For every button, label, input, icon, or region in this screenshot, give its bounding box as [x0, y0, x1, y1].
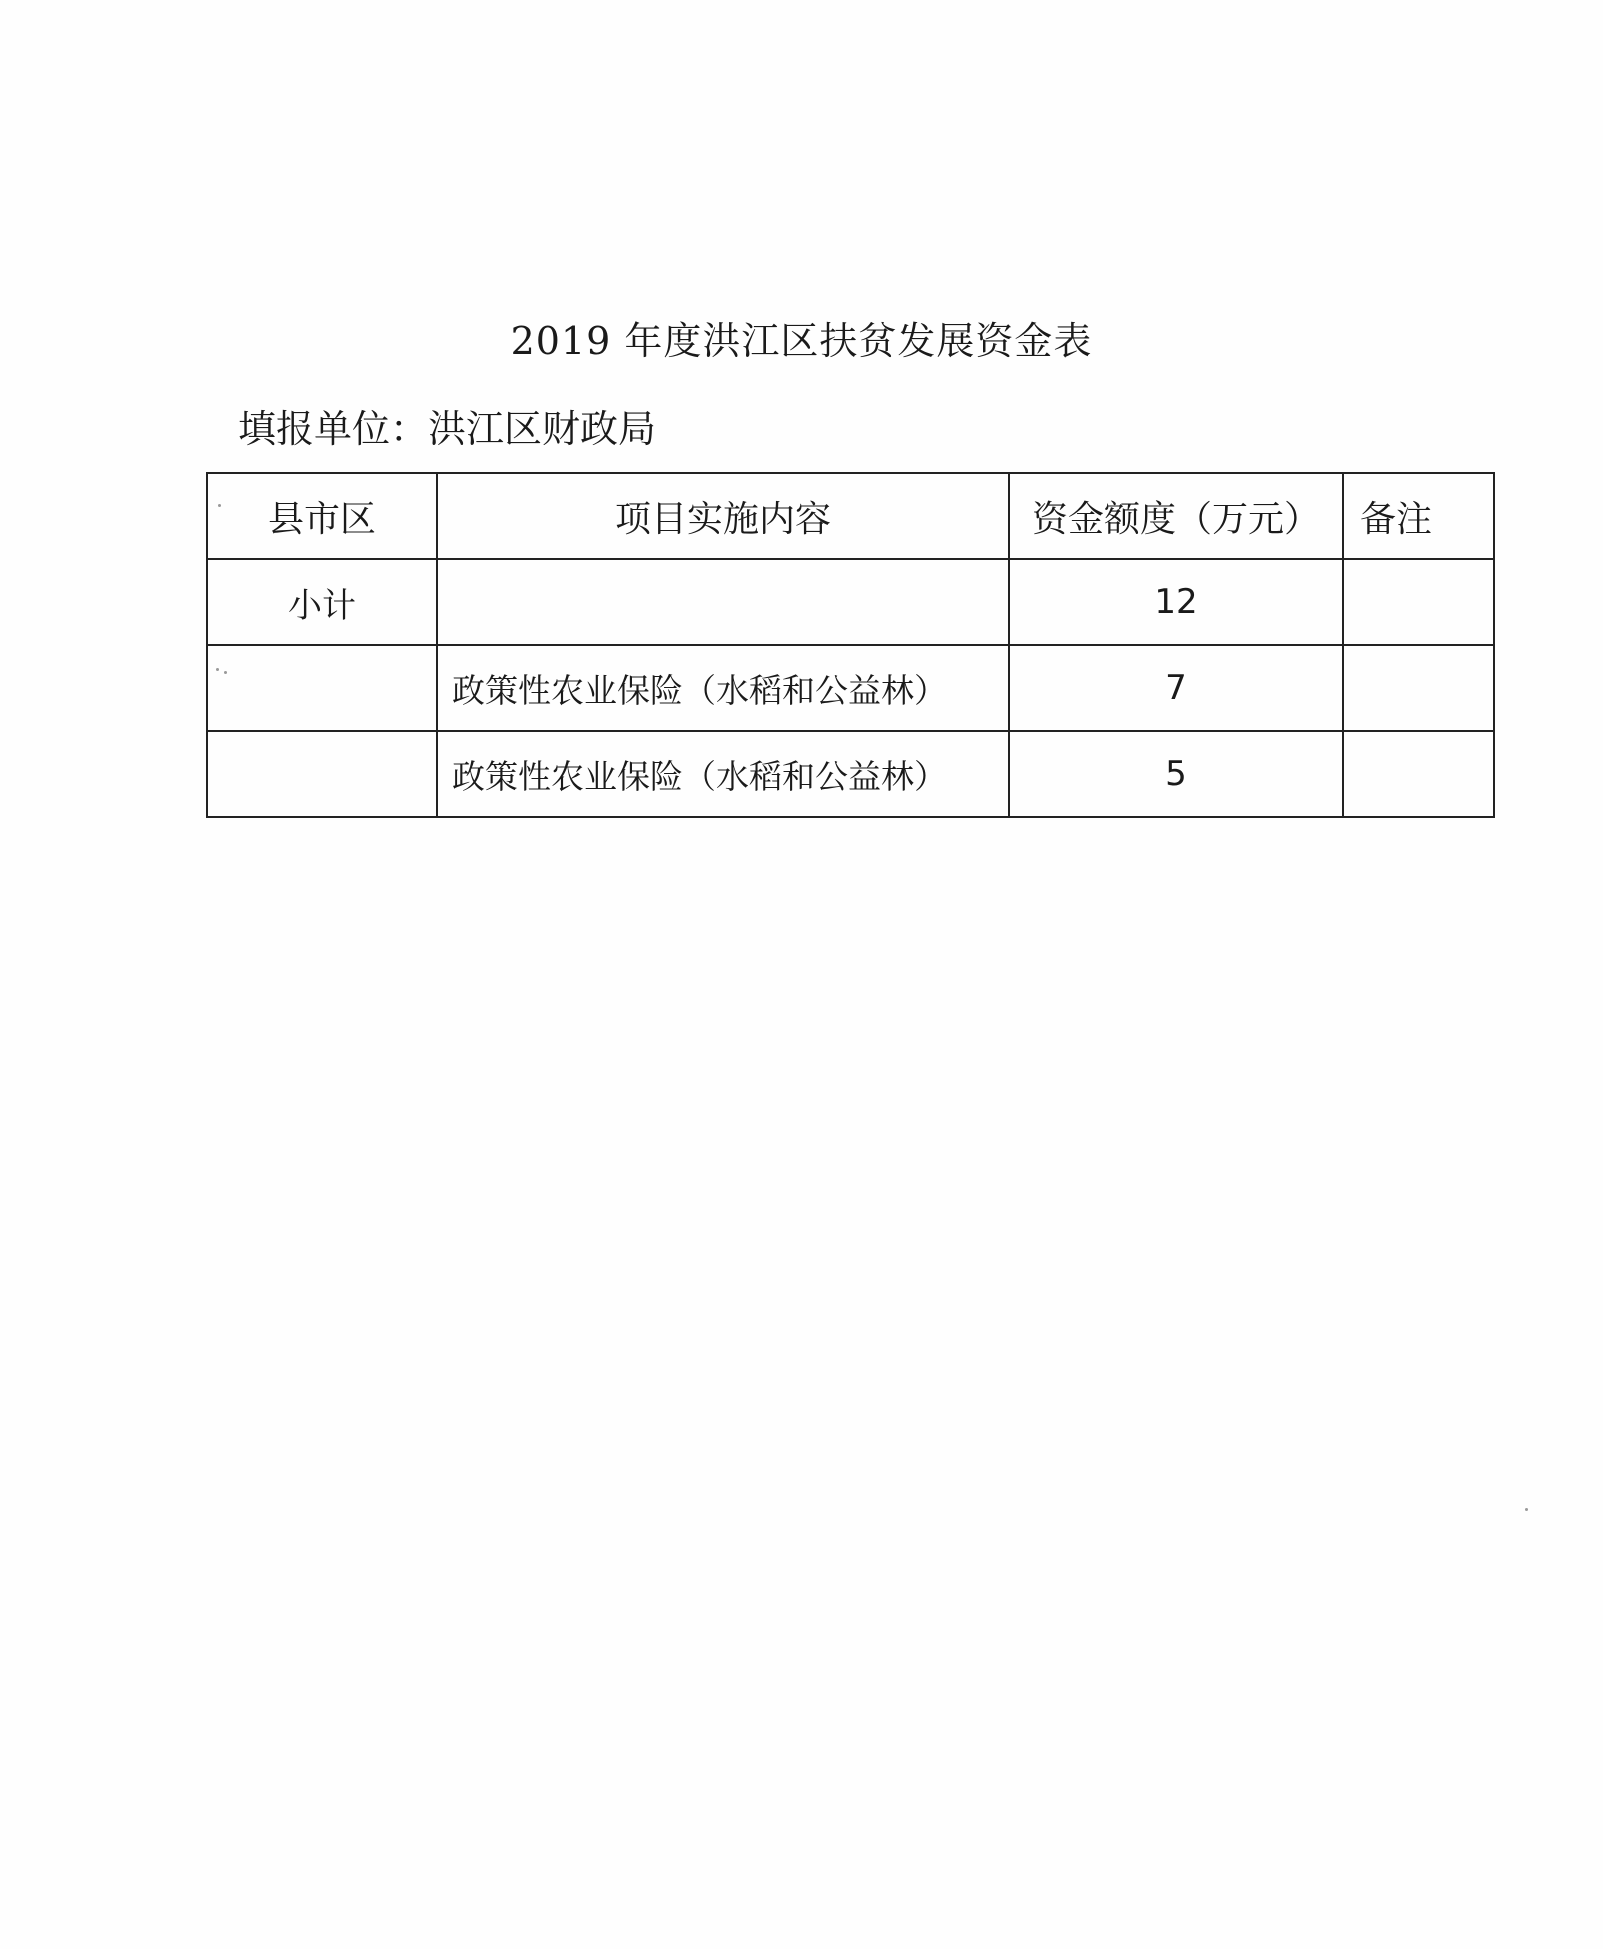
scan-speck: [216, 668, 219, 671]
cell-amount: 7: [1009, 645, 1343, 731]
cell-content: 政策性农业保险（水稻和公益林）: [437, 645, 1009, 731]
cell-amount: 12: [1009, 559, 1343, 645]
scan-speck: [224, 671, 227, 674]
reporting-unit: 填报单位：洪江区财政局: [238, 407, 657, 451]
cell-note: [1343, 645, 1494, 731]
cell-region: [207, 731, 437, 817]
table-row: [207, 645, 1494, 731]
header-note: 备注: [1343, 473, 1494, 559]
cell-note: [1343, 559, 1494, 645]
document-title: 2019 年度洪江区扶贫发展资金表: [510, 319, 1093, 363]
cell-note: [1343, 731, 1494, 817]
cell-region: 小计: [207, 559, 437, 645]
cell-amount: 5: [1009, 731, 1343, 817]
scan-speck: [218, 504, 221, 507]
header-content: 项目实施内容: [437, 473, 1009, 559]
table-header-row: [207, 473, 1494, 559]
table-row: [207, 731, 1494, 817]
header-region: 县市区: [207, 473, 437, 559]
scan-speck: [1525, 1508, 1528, 1511]
header-amount: 资金额度（万元）: [1009, 473, 1343, 559]
cell-region: [207, 645, 437, 731]
cell-content: [437, 559, 1009, 645]
cell-content: 政策性农业保险（水稻和公益林）: [437, 731, 1009, 817]
fund-table: [206, 472, 1495, 818]
table-row: [207, 559, 1494, 645]
